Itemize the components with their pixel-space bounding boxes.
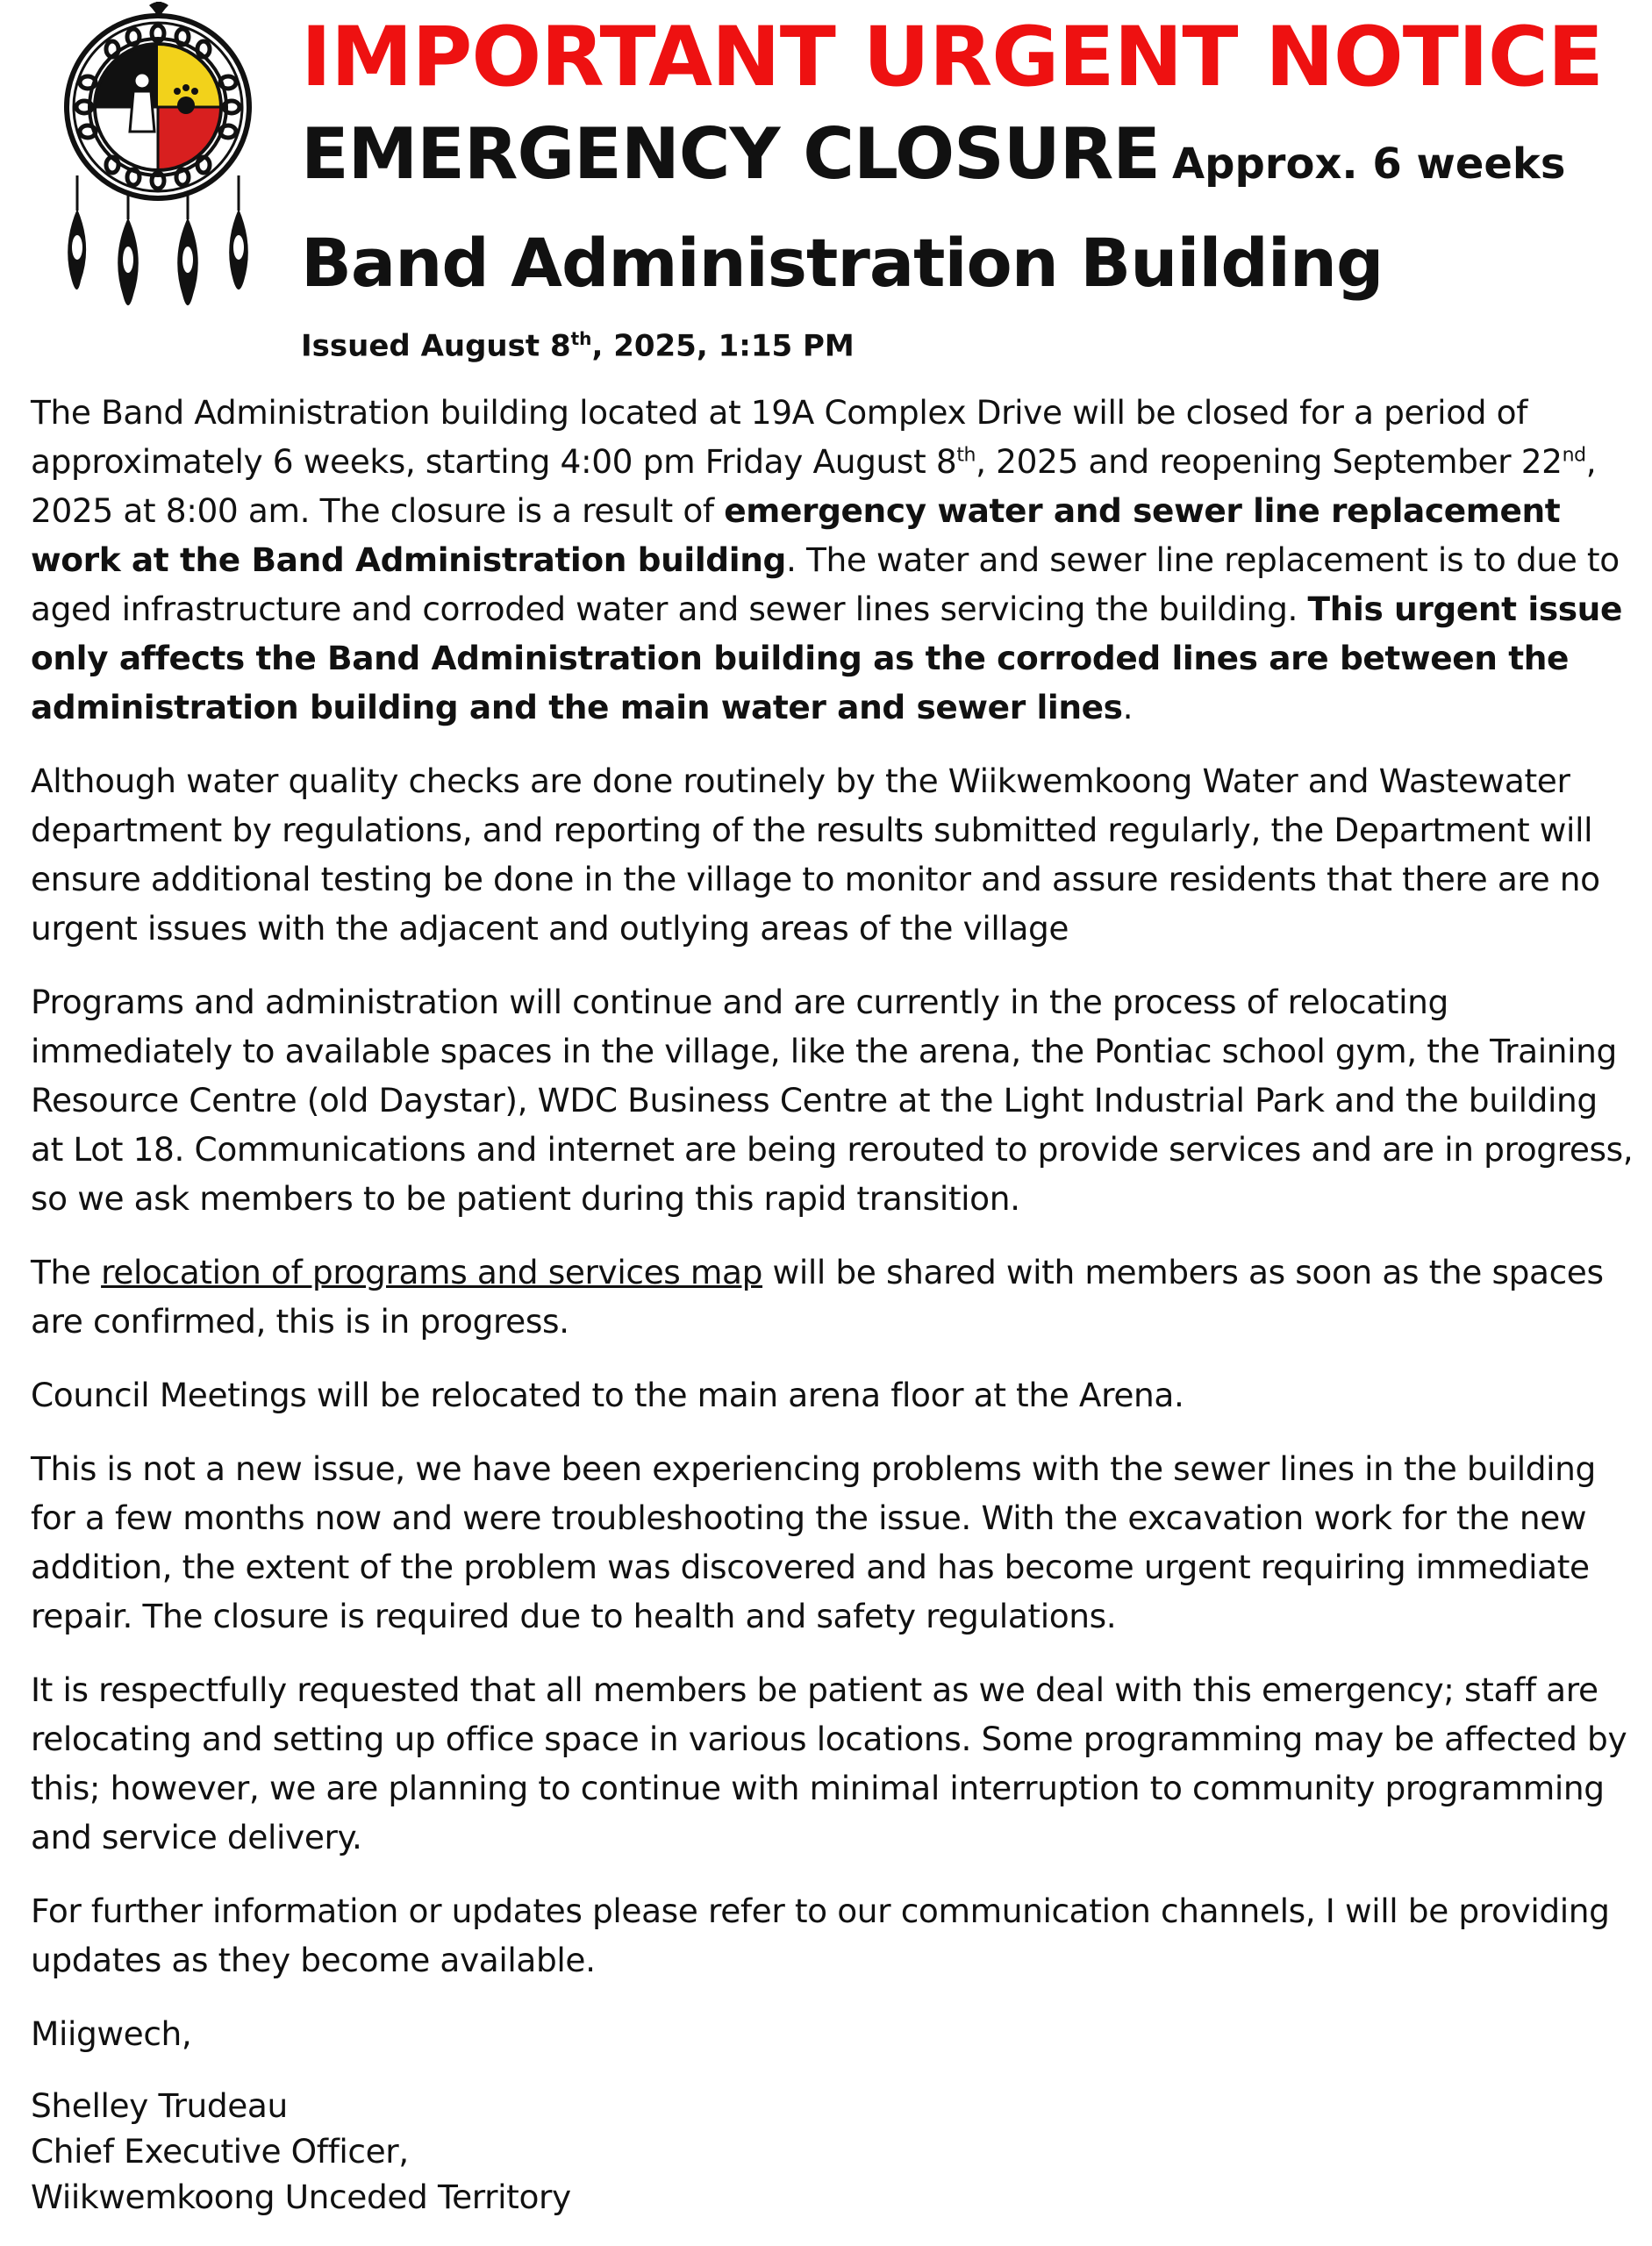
p1-sup-b: nd [1562,444,1586,467]
signature-block [31,2083,1636,2220]
signatory-name: Shelley Trudeau [31,2086,288,2125]
notice-body [31,388,1636,2220]
signatory-title: Chief Executive Officer, [31,2132,409,2171]
signatory-organization: Wiikwemkoong Unceded Territory [31,2178,571,2216]
paragraph-map [31,1248,1636,1346]
paragraph-water-quality: Although water quality checks are done routinely by the Wiikwemkoong Water and Wastewater department by regulations, and reporting of the results submitted regularly, the Department will ensure additional testing be done in the village to monitor and assure residents that there are no urgent issues with the adjacent and outlying areas of the village [31,762,1600,948]
building-title: Band Administration Building [301,224,1384,302]
p1-text-d: . The water and sewer line replacement is to due to aged infrastructure and corroded water and sewer lines servicing the building. [31,540,1620,628]
duration-label: Approx. 6 weeks [1171,139,1566,189]
closure-label: EMERGENCY CLOSURE [301,113,1160,195]
p1-text-c: , 2025 at 8:00 am. The closure is a result of [31,442,1597,530]
closure-title [301,107,1634,211]
paragraph-relocation: Programs and administration will continue and are currently in the process of relocating immediately to available spaces in the village, like the arena, the Pontiac school gym, the Training Resource Centre (old Daystar), WDC Business Centre at the Light Industrial Park and the building at Lot 18. Communications and internet are being rerouted to provide services and are in progress, so we ask members to be patient during this rapid transition. [31,983,1634,1218]
closing-line: Miigwech, [31,2014,192,2053]
p1-bold-scope: This urgent issue only affects the Band Administration building as the corroded lines are between the administration building and the main water and sewer lines [31,590,1622,726]
issued-date-suffix: th [570,328,592,349]
p1-text-b: , 2025 and reopening September 22 [976,442,1563,481]
notice-header [301,9,1634,369]
medicine-wheel-dreamcatcher-icon [54,0,261,320]
p1-bold-cause: emergency water and sewer line replacement work at the Band Administration building [31,491,1561,579]
relocation-map-link[interactable]: relocation of programs and services map [101,1253,763,1291]
paragraph-request: It is respectfully requested that all members be patient as we deal with this emergency; staff are relocating and setting up office space in various locations. Some programming may be affected by this; however, we are planning to continue with minimal interruption to community programming and service delivery. [31,1670,1627,1856]
p4-text-post: will be shared with members as soon as the spaces are confirmed, this is in progress. [31,1253,1604,1341]
paragraph-closure-details [31,388,1636,732]
issued-date [301,315,1634,369]
paragraph-further-info: For further information or updates please refer to our communication channels, I will be providing updates as they become available. [31,1892,1610,1979]
paragraph-background: This is not a new issue, we have been experiencing problems with the sewer lines in the building for a few months now and were troubleshooting the issue. With the excavation work for the new addition, the extent of the problem was discovered and has become urgent requiring immediate repair. The closure is required due to health and safety regulations. [31,1449,1596,1635]
p1-text-a: The Band Administration building located at 19A Complex Drive will be closed for a period of approximately 6 weeks, starting 4:00 pm Friday August 8 [31,393,1528,481]
p1-text-e: . [1122,688,1134,726]
issued-date-rest: , 2025, 1:15 PM [591,328,855,364]
p1-sup-a: th [956,444,976,467]
p4-text-pre: The [31,1253,102,1291]
urgent-notice-title: IMPORTANT URGENT NOTICE [301,10,1604,105]
issued-date-text: Issued August 8 [301,328,571,364]
paragraph-council-meetings: Council Meetings will be relocated to the main arena floor at the Arena. [31,1376,1184,1414]
